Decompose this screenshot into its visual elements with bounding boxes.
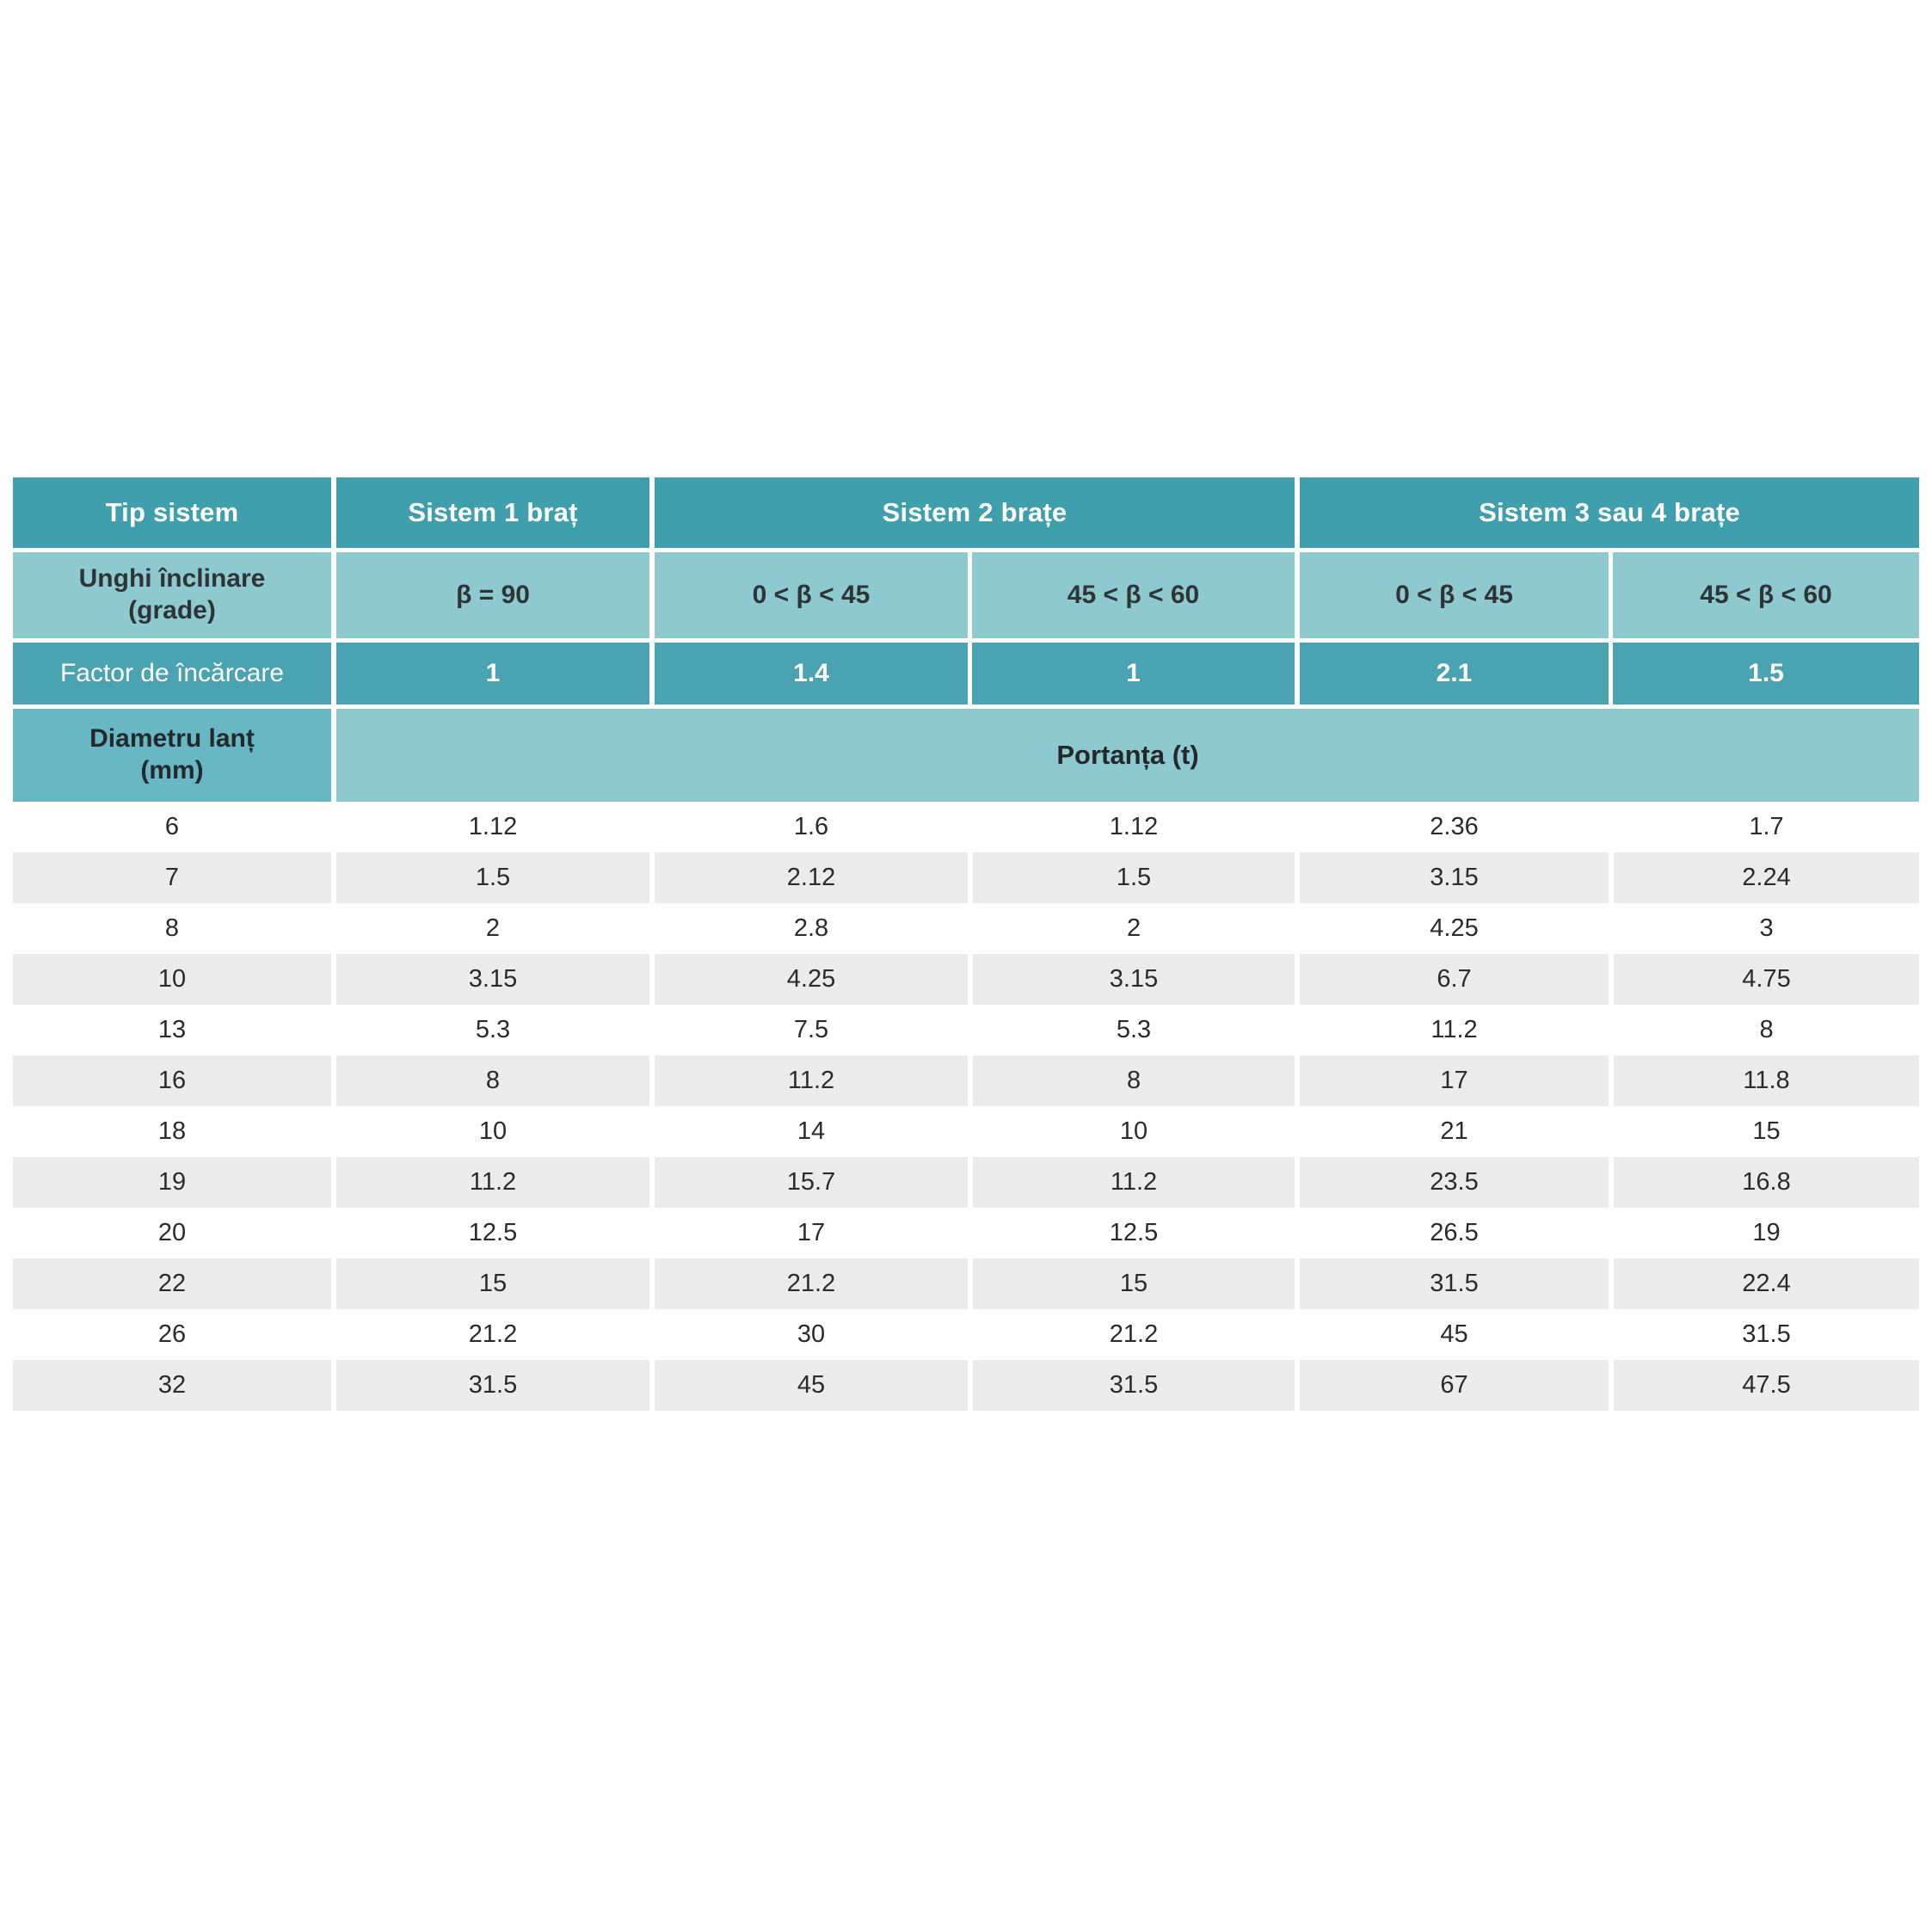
cell-capacity-5: 11.8 [1609, 1055, 1919, 1106]
cell-capacity-1: 12.5 [331, 1208, 649, 1258]
cell-capacity-2: 15.7 [649, 1157, 968, 1208]
chain-capacity-table [13, 477, 1919, 1411]
header-load-factor-1: 1 [331, 638, 649, 705]
header-label-diameter-line2: (mm) [140, 756, 204, 784]
cell-capacity-3: 5.3 [968, 1005, 1295, 1055]
header-label-system-type: Tip sistem [13, 477, 331, 548]
cell-capacity-2: 2.12 [649, 852, 968, 903]
table-body [13, 802, 1919, 1411]
header-load-factor-3: 1 [968, 638, 1295, 705]
cell-capacity-2: 45 [649, 1360, 968, 1411]
table-row [13, 1309, 1919, 1360]
table-container [0, 477, 1932, 1411]
cell-capacity-3: 21.2 [968, 1309, 1295, 1360]
table-row [13, 1360, 1919, 1411]
header-label-load-factor: Factor de încărcare [13, 638, 331, 705]
cell-capacity-2: 30 [649, 1309, 968, 1360]
cell-diameter: 18 [13, 1106, 331, 1157]
table-row [13, 852, 1919, 903]
cell-capacity-5: 16.8 [1609, 1157, 1919, 1208]
cell-capacity-4: 45 [1295, 1309, 1609, 1360]
cell-capacity-4: 26.5 [1295, 1208, 1609, 1258]
cell-capacity-5: 22.4 [1609, 1258, 1919, 1309]
header-angle-value-3: 45 < β < 60 [968, 548, 1295, 638]
table-row [13, 1055, 1919, 1106]
header-angle-value-4: 0 < β < 45 [1295, 548, 1609, 638]
header-angle-value-5: 45 < β < 60 [1609, 548, 1919, 638]
cell-capacity-5: 31.5 [1609, 1309, 1919, 1360]
header-load-factor-2: 1.4 [649, 638, 968, 705]
cell-diameter: 26 [13, 1309, 331, 1360]
cell-diameter: 20 [13, 1208, 331, 1258]
table-row [13, 1157, 1919, 1208]
header-label-angle-line1: Unghi înclinare [78, 564, 266, 594]
header-load-factor-5: 1.5 [1609, 638, 1919, 705]
table-row [13, 903, 1919, 954]
cell-capacity-1: 11.2 [331, 1157, 649, 1208]
cell-capacity-1: 5.3 [331, 1005, 649, 1055]
cell-diameter: 8 [13, 903, 331, 954]
table-row [13, 1106, 1919, 1157]
cell-capacity-2: 17 [649, 1208, 968, 1258]
header-group-system-2-arms: Sistem 2 brațe [649, 477, 1295, 548]
cell-capacity-3: 10 [968, 1106, 1295, 1157]
cell-diameter: 6 [13, 802, 331, 852]
cell-diameter: 7 [13, 852, 331, 903]
header-row-diameter [13, 705, 1919, 802]
cell-capacity-3: 1.12 [968, 802, 1295, 852]
table-row [13, 1005, 1919, 1055]
cell-capacity-4: 11.2 [1295, 1005, 1609, 1055]
table-row [13, 802, 1919, 852]
table-header [13, 477, 1919, 802]
header-label-diameter [13, 705, 331, 802]
cell-capacity-3: 8 [968, 1055, 1295, 1106]
cell-capacity-4: 21 [1295, 1106, 1609, 1157]
header-load-factor-4: 2.1 [1295, 638, 1609, 705]
cell-capacity-3: 15 [968, 1258, 1295, 1309]
header-group-system-1-arm: Sistem 1 braț [331, 477, 649, 548]
cell-capacity-3: 12.5 [968, 1208, 1295, 1258]
cell-capacity-5: 8 [1609, 1005, 1919, 1055]
cell-diameter: 19 [13, 1157, 331, 1208]
cell-capacity-2: 1.6 [649, 802, 968, 852]
cell-capacity-1: 3.15 [331, 954, 649, 1005]
cell-capacity-1: 31.5 [331, 1360, 649, 1411]
cell-capacity-5: 1.7 [1609, 802, 1919, 852]
header-label-angle [13, 548, 331, 638]
cell-capacity-1: 1.12 [331, 802, 649, 852]
cell-capacity-2: 14 [649, 1106, 968, 1157]
header-row-system-type [13, 477, 1919, 548]
cell-capacity-4: 6.7 [1295, 954, 1609, 1005]
cell-capacity-1: 2 [331, 903, 649, 954]
cell-capacity-5: 19 [1609, 1208, 1919, 1258]
header-label-angle-line2: (grade) [128, 596, 216, 625]
table-row [13, 1208, 1919, 1258]
cell-diameter: 10 [13, 954, 331, 1005]
cell-capacity-3: 2 [968, 903, 1295, 954]
table-row [13, 954, 1919, 1005]
cell-capacity-5: 15 [1609, 1106, 1919, 1157]
cell-capacity-2: 7.5 [649, 1005, 968, 1055]
cell-capacity-3: 3.15 [968, 954, 1295, 1005]
header-row-angle [13, 548, 1919, 638]
header-group-system-3-4-arms: Sistem 3 sau 4 brațe [1295, 477, 1919, 548]
cell-capacity-4: 2.36 [1295, 802, 1609, 852]
cell-diameter: 22 [13, 1258, 331, 1309]
cell-capacity-4: 17 [1295, 1055, 1609, 1106]
cell-capacity-5: 2.24 [1609, 852, 1919, 903]
cell-capacity-3: 31.5 [968, 1360, 1295, 1411]
cell-diameter: 32 [13, 1360, 331, 1411]
cell-capacity-2: 4.25 [649, 954, 968, 1005]
cell-capacity-4: 4.25 [1295, 903, 1609, 954]
cell-capacity-4: 23.5 [1295, 1157, 1609, 1208]
cell-capacity-1: 21.2 [331, 1309, 649, 1360]
cell-capacity-1: 1.5 [331, 852, 649, 903]
header-label-diameter-line1: Diametru lanț [89, 724, 255, 754]
cell-capacity-2: 11.2 [649, 1055, 968, 1106]
cell-capacity-2: 21.2 [649, 1258, 968, 1309]
header-capacity-title: Portanța (t) [331, 705, 1919, 802]
cell-capacity-3: 1.5 [968, 852, 1295, 903]
cell-capacity-1: 8 [331, 1055, 649, 1106]
cell-diameter: 16 [13, 1055, 331, 1106]
header-row-load-factor [13, 638, 1919, 705]
cell-capacity-4: 31.5 [1295, 1258, 1609, 1309]
cell-capacity-4: 3.15 [1295, 852, 1609, 903]
cell-capacity-5: 3 [1609, 903, 1919, 954]
cell-capacity-2: 2.8 [649, 903, 968, 954]
cell-capacity-5: 47.5 [1609, 1360, 1919, 1411]
cell-capacity-1: 10 [331, 1106, 649, 1157]
cell-capacity-5: 4.75 [1609, 954, 1919, 1005]
cell-capacity-4: 67 [1295, 1360, 1609, 1411]
cell-capacity-1: 15 [331, 1258, 649, 1309]
header-angle-value-1: β = 90 [331, 548, 649, 638]
cell-capacity-3: 11.2 [968, 1157, 1295, 1208]
header-angle-value-2: 0 < β < 45 [649, 548, 968, 638]
table-row [13, 1258, 1919, 1309]
cell-diameter: 13 [13, 1005, 331, 1055]
